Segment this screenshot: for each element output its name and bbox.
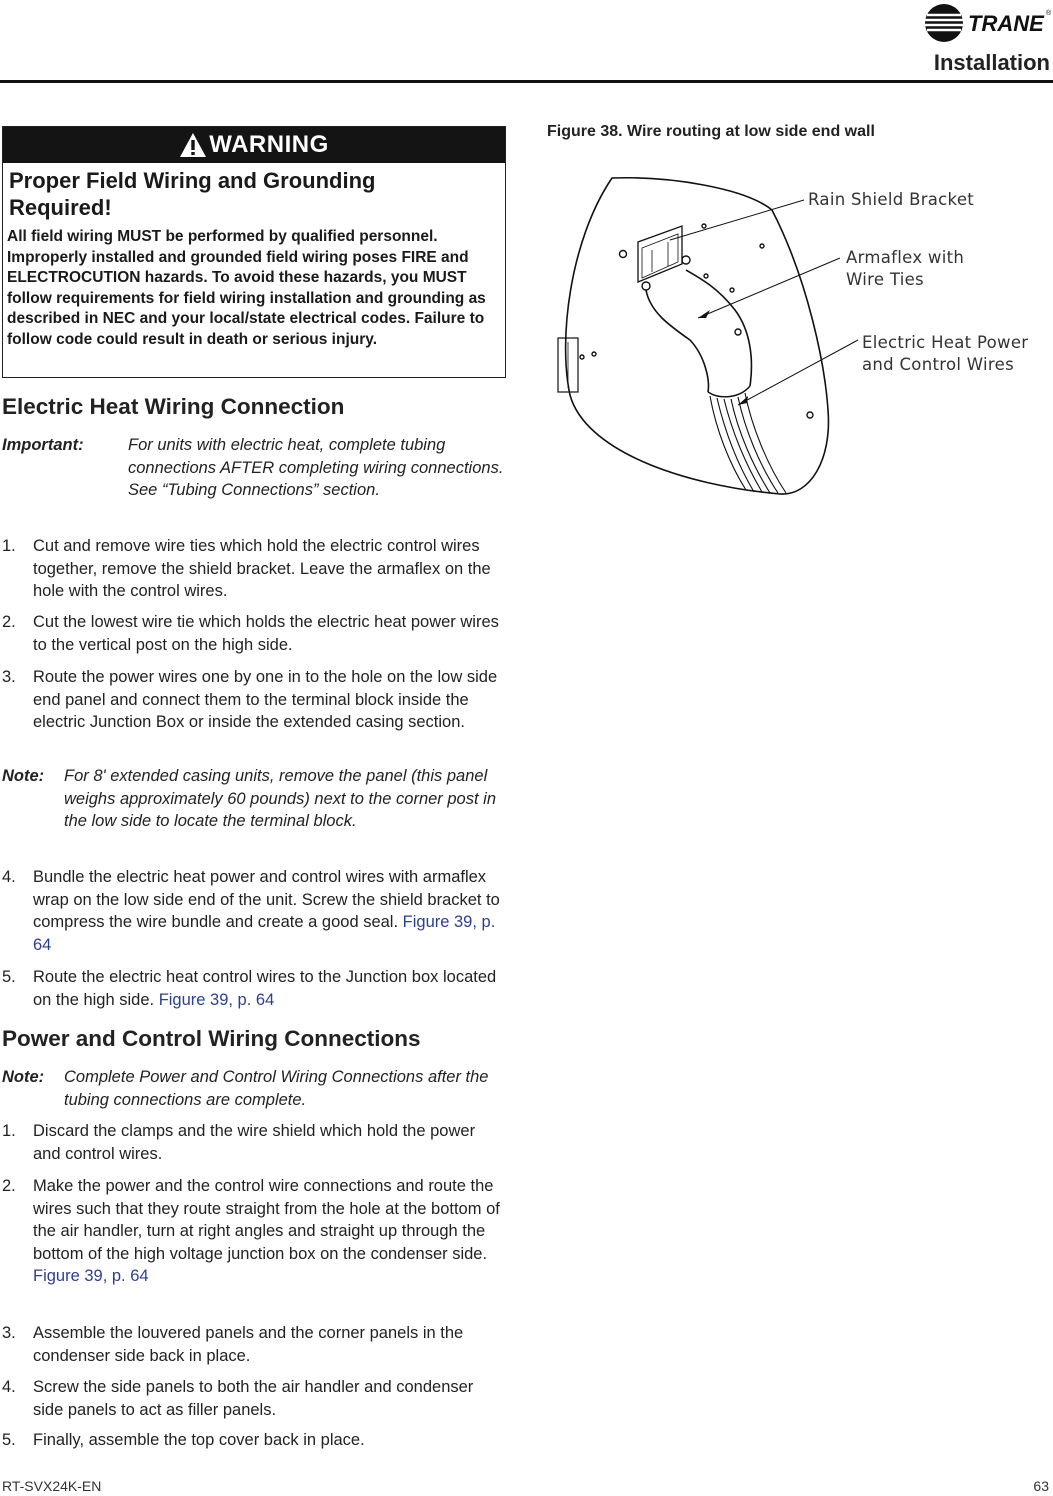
list-item	[2, 1376, 506, 1421]
label-armaflex-line-1: Armaflex with	[846, 248, 965, 267]
wire-routing-figure	[540, 160, 1050, 505]
list-text: Finally, assemble the top cover back in place.	[33, 1431, 365, 1449]
header-divider	[0, 80, 1053, 83]
important-text: For units with electric heat, complete tubing connections AFTER completing wiring connections. See “Tubing Connections” section.	[128, 436, 504, 499]
list-number: 4.	[2, 1378, 16, 1396]
list-item	[2, 1429, 506, 1452]
list-text: Cut the lowest wire tie which holds the electric heat power wires to the vertical post on the high side.	[33, 613, 499, 654]
note-text: Complete Power and Control Wiring Connections after the tubing connections are complete.	[64, 1068, 489, 1109]
list-item	[2, 535, 506, 603]
list-item	[2, 966, 506, 1011]
list-item	[2, 1322, 506, 1367]
warning-label: WARNING	[209, 131, 329, 158]
trane-logo	[918, 3, 1053, 43]
list-item	[2, 866, 506, 956]
list-number: 5.	[2, 968, 16, 986]
list-text: Route the power wires one by one in to the hole on the low side end panel and connect them to the terminal block inside the electric Junction Box or inside the extended casing section.	[33, 668, 498, 731]
svg-text:®: ®	[1046, 10, 1052, 17]
power-control-heading: Power and Control Wiring Connections	[2, 1026, 421, 1051]
casing-note	[2, 765, 506, 833]
warning-title: Proper Field Wiring and Grounding Required!	[9, 168, 376, 220]
list-number: 2.	[2, 613, 16, 631]
electric-heat-heading: Electric Heat Wiring Connection	[2, 394, 345, 419]
section-title: Installation	[933, 50, 1050, 75]
list-text: Route the electric heat control wires to the Junction box located on the high side. Figure 39, p. 64	[33, 968, 497, 1009]
list-number: 4.	[2, 868, 16, 886]
brand-wordmark: TRANE	[968, 11, 1044, 36]
warning-box	[2, 126, 506, 378]
list-text: Bundle the electric heat power and control wires with armaflex wrap on the low side end of the unit. Screw the shield bracket to compress the wire bundle and create a good seal. Figure 39, p. 64	[33, 868, 500, 954]
footer-page-number: 63	[1033, 1478, 1049, 1494]
figure-link[interactable]: Figure 39, p. 64	[33, 1267, 149, 1285]
note-text: For 8' extended casing units, remove the panel (this panel weighs approximately 60 pounds) next to the corner post in the low side to locate the terminal block.	[64, 767, 496, 830]
note-label: Note:	[2, 767, 45, 785]
list-number: 2.	[2, 1177, 16, 1195]
warning-body: All field wiring MUST be performed by qualified personnel. Improperly installed and grounded field wiring poses FIRE and ELECTROCUTION hazards. To avoid these hazards, you MUST follow requirements for field wiring installation and grounding as described in NEC and your local/state electrical codes. Failure to follow code could result in death or serious injury.	[7, 228, 486, 348]
figure-link[interactable]: Figure 39, p. 64	[33, 913, 496, 954]
footer-doc-id: RT-SVX24K-EN	[2, 1478, 102, 1494]
label-armaflex-line-2: Wire Ties	[846, 270, 924, 289]
label-power-wires-line-1: Electric Heat Power	[862, 333, 1029, 352]
list-text: Cut and remove wire ties which hold the electric control wires together, remove the shield bracket. Leave the armaflex on the hole with the control wires.	[33, 537, 491, 600]
list-text: Screw the side panels to both the air handler and condenser side panels to act as filler panels.	[33, 1378, 474, 1419]
list-item	[2, 1175, 506, 1288]
list-number: 1.	[2, 537, 16, 555]
label-power-wires-line-2: and Control Wires	[862, 355, 1014, 374]
warning-triangle-icon	[179, 132, 207, 158]
figure-link[interactable]: Figure 39, p. 64	[158, 990, 275, 1009]
list-number: 5.	[2, 1431, 16, 1449]
warning-header	[3, 127, 505, 163]
list-item	[2, 1120, 506, 1165]
note-label: Note:	[2, 1068, 45, 1086]
power-note	[2, 1066, 506, 1111]
list-text: Discard the clamps and the wire shield which hold the power and control wires.	[33, 1122, 476, 1163]
label-rain-shield-bracket: Rain Shield Bracket	[808, 190, 975, 209]
important-label: Important:	[2, 436, 84, 454]
list-number: 3.	[2, 668, 16, 686]
list-number: 1.	[2, 1122, 16, 1140]
list-text: Assemble the louvered panels and the corner panels in the condenser side back in place.	[33, 1324, 464, 1365]
list-text: Make the power and the control wire connections and route the wires such that they route straight from the hole at the bottom of the air handler, turn at right angles and straight up through the bottom of the high voltage junction box on the condenser side. Figure 39, p. 64	[33, 1177, 500, 1285]
list-item	[2, 666, 506, 734]
figure-caption: Figure 38. Wire routing at low side end wall	[547, 123, 875, 140]
list-item	[2, 611, 506, 656]
list-number: 3.	[2, 1324, 16, 1342]
important-note	[2, 434, 506, 524]
